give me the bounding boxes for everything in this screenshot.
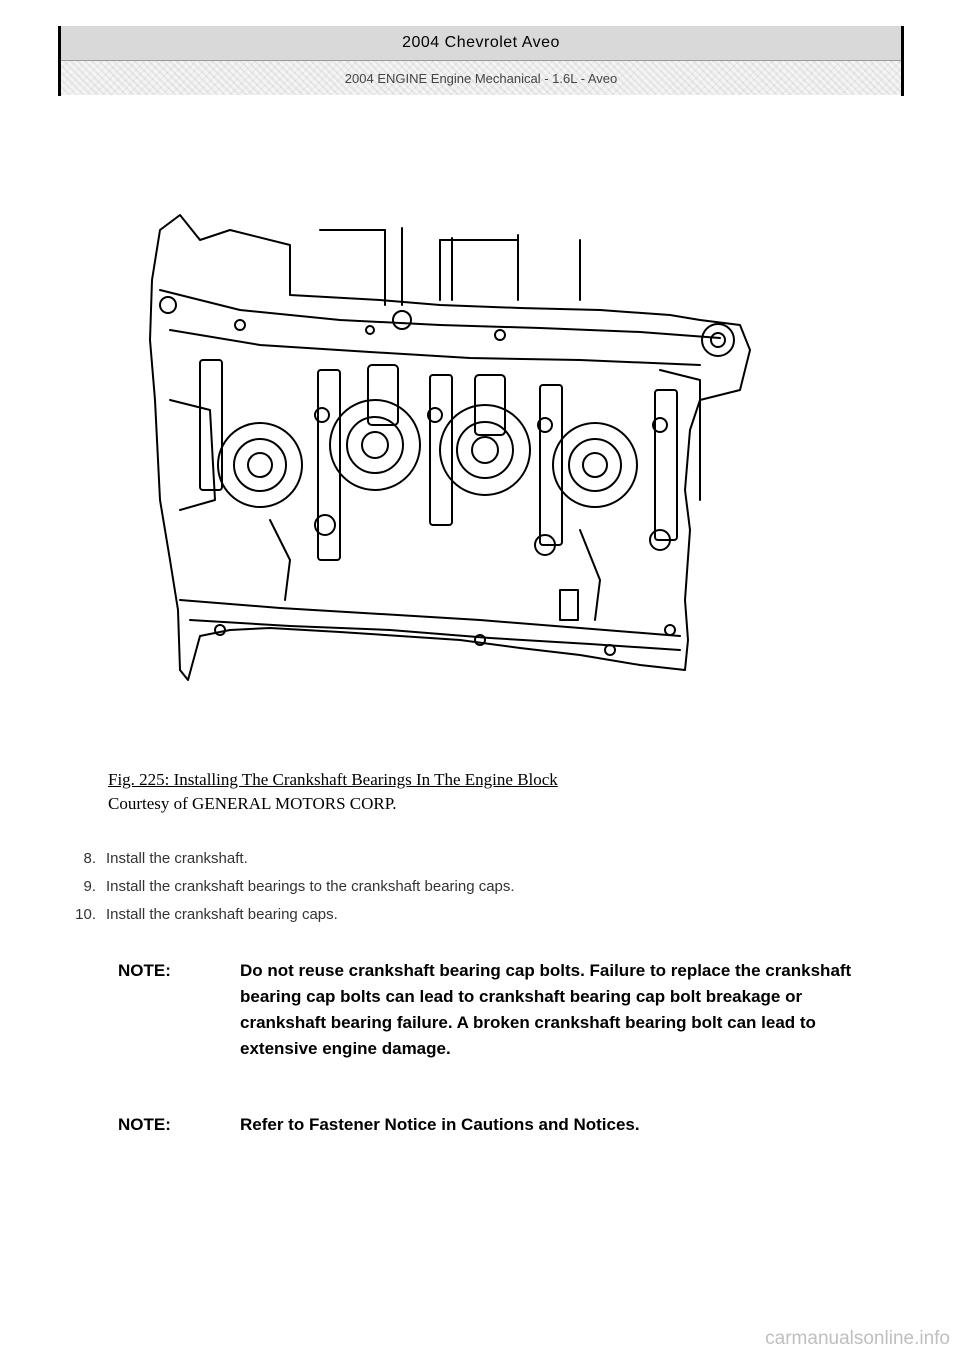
figure-credit: Courtesy of GENERAL MOTORS CORP. bbox=[108, 794, 397, 813]
header-subtitle: 2004 ENGINE Engine Mechanical - 1.6L - Aveo bbox=[61, 61, 901, 95]
step-number: 9. bbox=[83, 877, 96, 895]
step-text: Install the crankshaft bearing caps. bbox=[106, 905, 338, 923]
engine-block-illustration bbox=[140, 200, 780, 700]
step-text: Install the crankshaft. bbox=[106, 849, 248, 867]
figure-caption bbox=[108, 768, 808, 816]
step-text: Install the crankshaft bearings to the crankshaft bearing caps. bbox=[106, 877, 515, 895]
list-item bbox=[50, 900, 850, 928]
watermark: carmanualsonline.info bbox=[765, 1328, 950, 1349]
note-label: NOTE: bbox=[118, 1115, 171, 1134]
page-header bbox=[58, 26, 904, 96]
list-item bbox=[50, 872, 850, 900]
figure-title: Fig. 225: Installing The Crankshaft Bearings In The Engine Block bbox=[108, 770, 558, 789]
note-reuse-bolts bbox=[118, 958, 898, 1062]
note-fastener bbox=[118, 1112, 898, 1138]
step-number: 8. bbox=[83, 849, 96, 867]
note-text: Do not reuse crankshaft bearing cap bolts. Failure to replace the crankshaft bearing cap bolts can lead to crankshaft bearing cap bolt breakage or crankshaft bearing failure. A broken crankshaft bearing bolt can lead to extensive engine damage. bbox=[240, 961, 852, 1058]
note-text: Refer to Fastener Notice in Cautions and Notices. bbox=[240, 1115, 640, 1134]
list-item bbox=[50, 844, 850, 872]
header-title: 2004 Chevrolet Aveo bbox=[61, 26, 901, 61]
procedure-steps bbox=[50, 844, 850, 928]
note-label: NOTE: bbox=[118, 961, 171, 980]
step-number: 10. bbox=[75, 905, 96, 923]
